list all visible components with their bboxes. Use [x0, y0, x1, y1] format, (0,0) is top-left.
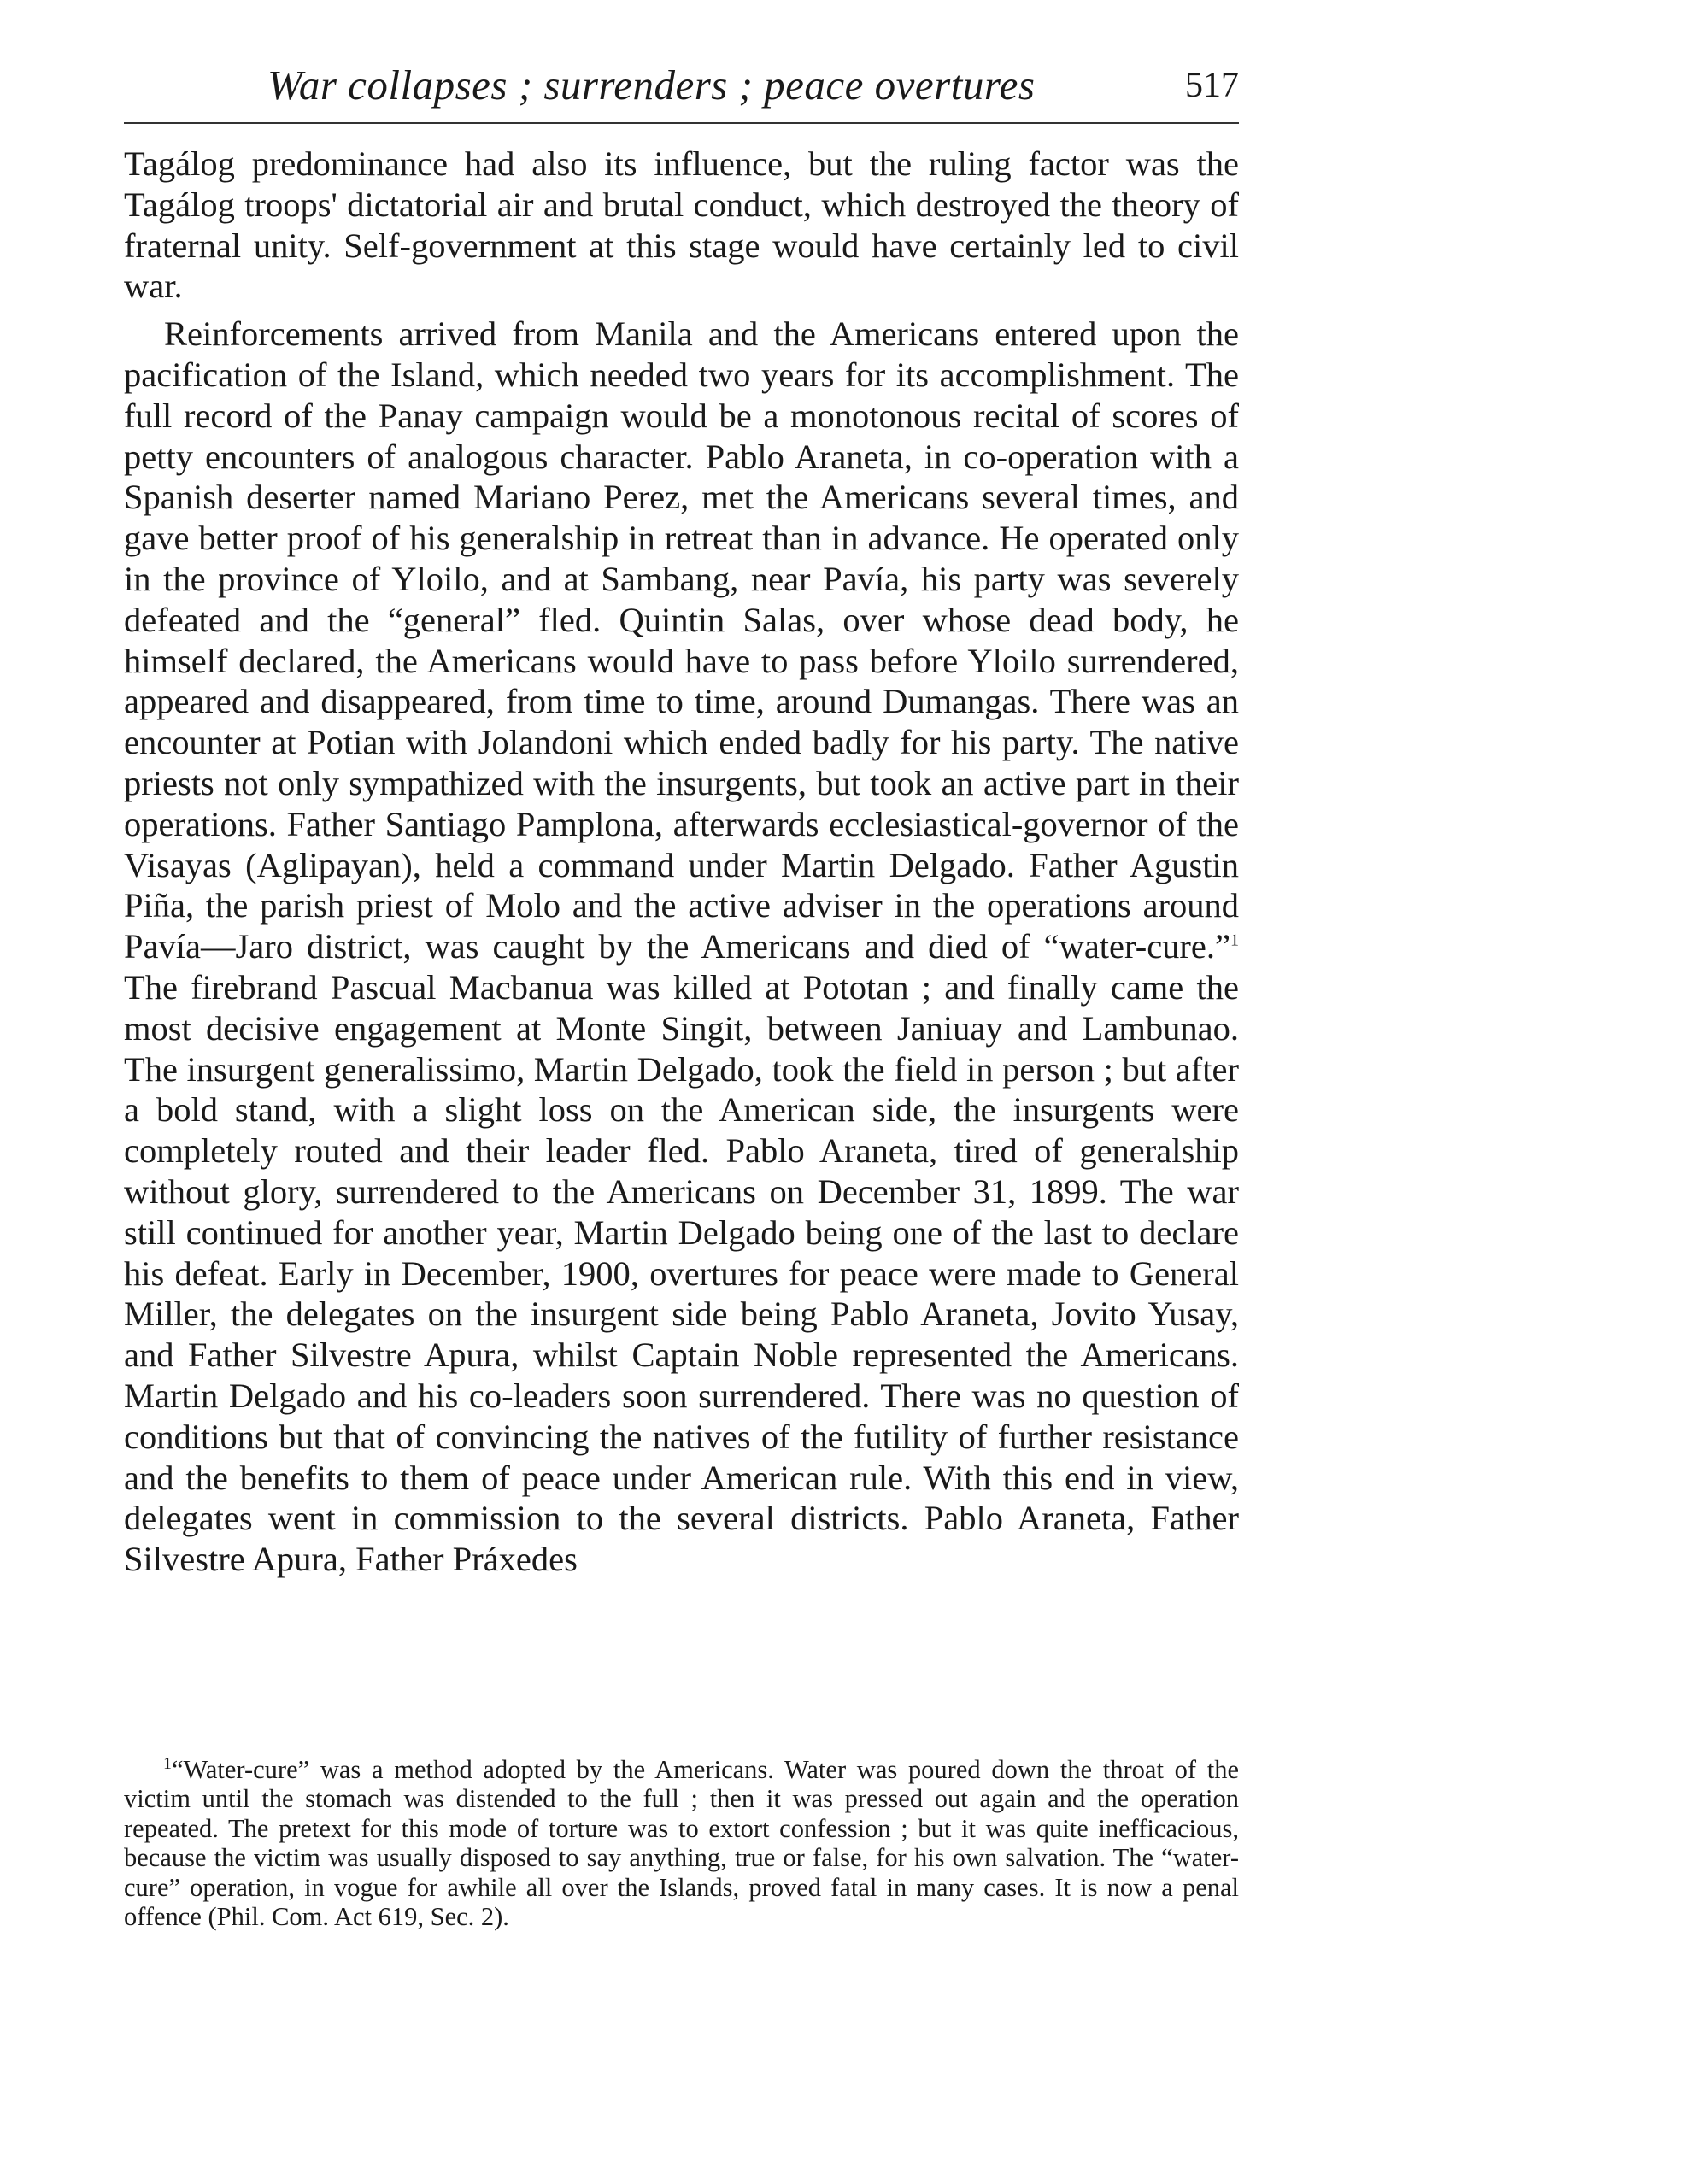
paragraph-2 — [124, 314, 1239, 1580]
footnote-1 — [124, 1755, 1239, 1931]
running-head — [124, 51, 1239, 120]
body-text — [124, 144, 1239, 1580]
footnote — [124, 1755, 1239, 1931]
page-number: 517 — [1185, 66, 1239, 105]
paragraph-2-text-after-note: The firebrand Pascual Macbanua was killed at Pototan ; and finally came the most decisive engagement at Monte Singit, between Janiuay and Lambunao. The insurgent generalissimo, Martin Delgado, took the field in person ; but after a bold stand, with a slight loss on the American side, the insurgents were completely routed and their leader fled. Pablo Araneta, tired of generalship without glory, surrendered to the Americans on December 31, 1899. The war still continued for another year, Martin Delgado being one of the last to declare his defeat. Early in December, 1900, overtures for peace were made to General Miller, the delegates on the insurgent side being Pablo Araneta, Jovito Yusay, and Father Silvestre Apura, whilst Captain Noble represented the Americans. Martin Delgado and his co-leaders soon surrendered. There was no question of conditions but that of convincing the natives of the futility of further resistance and the benefits to them of peace under American rule. With this end in view, delegates went in commission to the several districts. Pablo Araneta, Father Silvestre Apura, Father Práxedes — [124, 967, 1239, 1579]
header-rule — [124, 122, 1239, 124]
paragraph-1: Tagálog predominance had also its influence, but the ruling factor was the Tagálog troops' dictatorial air and brutal conduct, which destroyed the theory of fraternal unity. Self-government at this stage would have certainly led to civil war. — [124, 144, 1239, 306]
footnote-reference: 1 — [1230, 931, 1239, 950]
footnote-text: “Water-cure” was a method adopted by the Americans. Water was poured down the throat of the victim until the stomach was distended to the full ; then it was pressed out again and the operation repeated. The pretext for this mode of torture was to extort confession ; but it was quite inefficacious, because the victim was usually disposed to say anything, true or false, for his own salvation. The “water-cure” operation, in vogue for awhile all over the Islands, proved fatal in many cases. It is now a penal offence (Phil. Com. Act 619, Sec. 2). — [124, 1755, 1239, 1932]
paragraph-2-text-before-note: Reinforcements arrived from Manila and the Americans entered upon the pacification of the Island, which needed two years for its accomplishment. The full record of the Panay campaign would be a monotonous recital of scores of petty encounters of analogous character. Pablo Araneta, in co-operation with a Spanish deserter named Mariano Perez, met the Americans several times, and gave better proof of his generalship in retreat than in advance. He operated only in the province of Yloilo, and at Sambang, near Pavía, his party was severely defeated and the “general” fled. Quintin Salas, over whose dead body, he himself declared, the Americans would have to pass before Yloilo surrendered, appeared and disappeared, from time to time, around Dumangas. There was an encounter at Potian with Jolandoni which ended badly for his party. The native priests not only sympathized with the insurgents, but took an active part in their operations. Father Santiago Pamplona, afterwards ecclesiastical-governor of the Visayas (Aglipayan), held a command under Martin Delgado. Father Agustin Piña, the parish priest of Molo and the active adviser in the operations around Pavía—Jaro district, was caught by the Americans and died of “water-cure.” — [124, 314, 1239, 966]
running-title: War collapses ; surrenders ; peace overtures — [267, 62, 1036, 109]
footnote-marker: 1 — [163, 1753, 172, 1773]
